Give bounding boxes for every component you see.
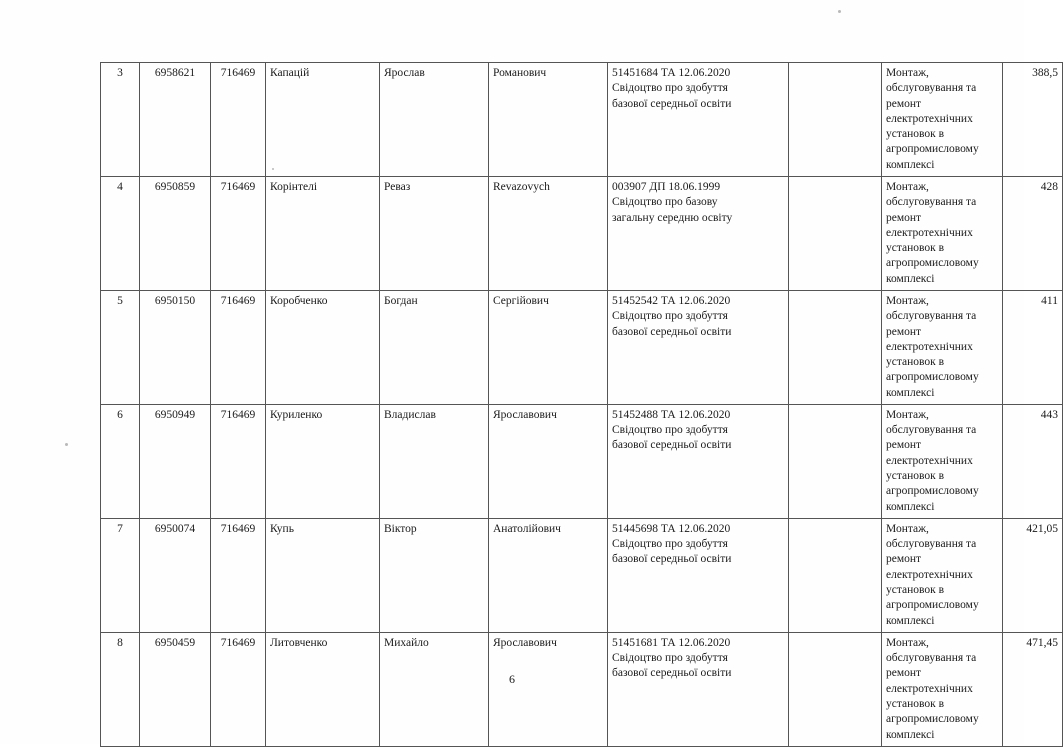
profession-line: установок в xyxy=(886,584,945,596)
cell-blank xyxy=(789,290,882,404)
doc-line: базової середньої освіти xyxy=(612,553,732,566)
cell-row-number: 6 xyxy=(101,404,140,518)
cell-last-name: Купь xyxy=(266,518,380,632)
doc-line: Свідоцтво про здобуття xyxy=(612,538,728,551)
table-row xyxy=(101,632,1063,746)
profession-line: ремонт xyxy=(886,211,922,224)
cell-code-2: 716469 xyxy=(211,176,266,290)
doc-line: 51445698 ТА 12.06.2020 xyxy=(612,522,731,535)
profession-line: комплексі xyxy=(886,500,935,513)
cell-row-number: 4 xyxy=(101,176,140,290)
cell-code-1: 6950949 xyxy=(140,404,211,518)
cell-patronymic: Ярославович xyxy=(489,404,608,518)
cell-hours: 471,45 xyxy=(1003,632,1063,746)
cell-row-number: 8 xyxy=(101,632,140,746)
cell-blank xyxy=(789,632,882,746)
cell-code-1: 6950074 xyxy=(140,518,211,632)
profession-line: ремонт xyxy=(886,97,922,110)
cell-hours: 388,5 xyxy=(1003,63,1063,177)
profession-line: електротехнічних xyxy=(886,454,973,467)
cell-blank xyxy=(789,518,882,632)
profession-line: ремонт xyxy=(886,439,922,452)
cell-blank xyxy=(789,404,882,518)
profession-line: обслуговування та xyxy=(886,538,977,551)
cell-hours: 421,05 xyxy=(1003,518,1063,632)
profession-line: електротехнічних xyxy=(886,112,973,125)
cell-patronymic: Анатолійович xyxy=(489,518,608,632)
profession-line: електротехнічних xyxy=(886,682,973,695)
profession-line: агропромисловому xyxy=(886,257,979,270)
doc-line: 51451684 ТА 12.06.2020 xyxy=(612,67,731,79)
profession-line: комплексі xyxy=(886,158,935,171)
cell-code-2: 716469 xyxy=(211,63,266,177)
profession-line: агропромисловому xyxy=(886,485,979,498)
cell-last-name: Литовченко xyxy=(266,632,380,746)
profession-line: агропромисловому xyxy=(886,713,979,726)
profession-line: Монтаж, xyxy=(886,408,929,421)
cell-blank xyxy=(789,63,882,177)
cell-education-document xyxy=(608,63,789,177)
profession-line: Монтаж, xyxy=(886,294,929,307)
profession-line: електротехнічних xyxy=(886,568,973,581)
cell-patronymic: Романович xyxy=(489,63,608,177)
scan-speck xyxy=(838,10,841,13)
cell-education-document xyxy=(608,518,789,632)
profession-line: обслуговування та xyxy=(886,196,977,209)
profession-line: обслуговування та xyxy=(886,652,977,665)
profession-line: ремонт xyxy=(886,553,922,566)
profession-line: комплексі xyxy=(886,728,935,741)
profession-line: Монтаж, xyxy=(886,180,929,193)
profession-line: електротехнічних xyxy=(886,340,973,353)
cell-profession xyxy=(882,404,1003,518)
cell-first-name: Ярослав xyxy=(380,63,489,177)
cell-patronymic: Revazovych xyxy=(489,176,608,290)
cell-first-name: Віктор xyxy=(380,518,489,632)
table-row xyxy=(101,404,1063,518)
profession-line: агропромисловому xyxy=(886,371,979,384)
doc-line: базової середньої освіти xyxy=(612,97,732,110)
cell-row-number: 7 xyxy=(101,518,140,632)
table-row xyxy=(101,518,1063,632)
profession-line: агропромисловому xyxy=(886,599,979,612)
table-row xyxy=(101,290,1063,404)
cell-code-2: 716469 xyxy=(211,518,266,632)
table-row xyxy=(101,63,1063,177)
profession-line: комплексі xyxy=(886,614,935,627)
cell-last-name: Капацій xyxy=(266,63,380,177)
profession-line: обслуговування та xyxy=(886,82,977,95)
cell-profession xyxy=(882,290,1003,404)
doc-line: 51452542 ТА 12.06.2020 xyxy=(612,294,731,307)
profession-line: установок в xyxy=(886,697,945,710)
cell-hours: 428 xyxy=(1003,176,1063,290)
cell-education-document xyxy=(608,404,789,518)
cell-first-name: Реваз xyxy=(380,176,489,290)
cell-last-name: Коробченко xyxy=(266,290,380,404)
doc-line: 003907 ДП 18.06.1999 xyxy=(612,180,721,193)
cell-patronymic: Ярославович xyxy=(489,632,608,746)
cell-last-name: Корінтелі xyxy=(266,176,380,290)
doc-line: Свідоцтво про здобуття xyxy=(612,652,728,665)
profession-line: установок в xyxy=(886,128,945,141)
cell-profession xyxy=(882,176,1003,290)
profession-line: агропромисловому xyxy=(886,143,979,156)
profession-line: Монтаж, xyxy=(886,67,929,79)
profession-line: Монтаж, xyxy=(886,636,929,649)
cell-code-1: 6958621 xyxy=(140,63,211,177)
profession-line: електротехнічних xyxy=(886,226,973,239)
students-table xyxy=(100,62,1063,747)
profession-line: комплексі xyxy=(886,272,935,285)
cell-profession xyxy=(882,63,1003,177)
doc-line: 51452488 ТА 12.06.2020 xyxy=(612,408,731,421)
doc-line: Свідоцтво про здобуття xyxy=(612,82,728,95)
table-row xyxy=(101,176,1063,290)
cell-row-number: 5 xyxy=(101,290,140,404)
cell-first-name: Владислав xyxy=(380,404,489,518)
cell-profession xyxy=(882,518,1003,632)
profession-line: ремонт xyxy=(886,325,922,338)
profession-line: установок в xyxy=(886,356,945,369)
cell-code-1: 6950150 xyxy=(140,290,211,404)
profession-line: ремонт xyxy=(886,667,922,680)
doc-line: 51451681 ТА 12.06.2020 xyxy=(612,636,731,649)
cell-code-1: 6950859 xyxy=(140,176,211,290)
doc-line: Свідоцтво про базову xyxy=(612,196,718,209)
cell-profession xyxy=(882,632,1003,746)
cell-education-document xyxy=(608,176,789,290)
cell-patronymic: Сергійович xyxy=(489,290,608,404)
profession-line: Монтаж, xyxy=(886,522,929,535)
table-body xyxy=(101,63,1063,747)
cell-last-name: Куриленко xyxy=(266,404,380,518)
cell-code-1: 6950459 xyxy=(140,632,211,746)
doc-line: загальну середню освіту xyxy=(612,211,733,224)
cell-education-document xyxy=(608,632,789,746)
profession-line: комплексі xyxy=(886,386,935,399)
cell-row-number: 3 xyxy=(101,63,140,177)
scan-speck xyxy=(65,443,68,446)
cell-first-name: Михайло xyxy=(380,632,489,746)
cell-code-2: 716469 xyxy=(211,404,266,518)
cell-education-document xyxy=(608,290,789,404)
cell-hours: 443 xyxy=(1003,404,1063,518)
cell-hours: 411 xyxy=(1003,290,1063,404)
page-number: 6 xyxy=(509,672,515,686)
doc-line: базової середньої освіти xyxy=(612,439,732,452)
profession-line: обслуговування та xyxy=(886,424,977,437)
profession-line: установок в xyxy=(886,242,945,255)
doc-line: базової середньої освіти xyxy=(612,325,732,338)
doc-line: базової середньої освіти xyxy=(612,667,732,680)
cell-code-2: 716469 xyxy=(211,632,266,746)
cell-blank xyxy=(789,176,882,290)
doc-line: Свідоцтво про здобуття xyxy=(612,424,728,437)
cell-first-name: Богдан xyxy=(380,290,489,404)
profession-line: обслуговування та xyxy=(886,310,977,323)
profession-line: установок в xyxy=(886,470,945,483)
cell-code-2: 716469 xyxy=(211,290,266,404)
doc-line: Свідоцтво про здобуття xyxy=(612,310,728,323)
